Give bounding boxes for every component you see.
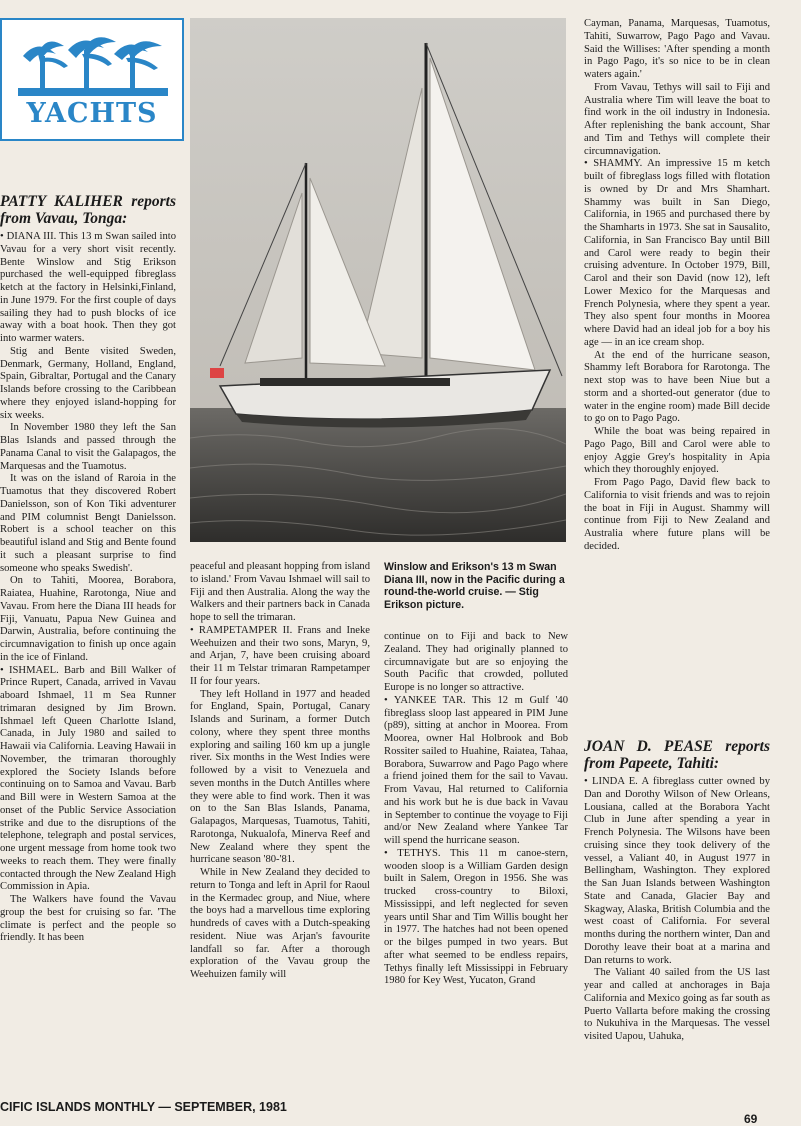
section-title: YACHTS [26, 98, 158, 129]
paragraph: They left Holland in 1977 and headed for England, Spain, Portugal, Canary Islands and Surinam, a former Dutch colony, where they spent three months exploring and sailing 160 km up a jungle river. Six months in the West Indies were followed by a visit to Venezuela and seven months in the Dutch Antilles where they were able to find work. Then it was on to the San Blas Islands, Panama, Galapagos, Marquesas, Tuamotus, Tahiti, Rarotonga, Nukualofa, Minerva Reef and New Zealand where they spent the hurricane season '80-'81. [190, 688, 370, 866]
paragraph: • RAMPETAMPER II. Frans and Ineke Weehuizen and their two sons, Maryn, 9, and Arjan, 7, have been cruising aboard their 11 m Telstar trimaran Rampetamper II for four years. [190, 624, 370, 687]
sailing-ketch-image [190, 18, 566, 542]
paragraph: In November 1980 they left the San Blas Islands and passed through the Panama Canal to visit the Galapagos, the Marquesas and the Tuamotus. [0, 422, 176, 472]
paragraph: It was on the island of Raroia in the Tuamotus that they discovered Robert Danielsson, son of Kon Tiki adventurer and PIM columnist Bengt Danielsson. Robert is a school teacher on this beautiful island and Stig and Bente found it such a pleasant surprise to find someone who speaks Swedish'. [0, 473, 176, 574]
column-4-lower [584, 738, 770, 1098]
paragraph: peaceful and pleasant hopping from island to island.' From Vavau Ishmael will sail to Fiji and then Australia. Along the way the Walkers and their partners back in Canada hope to sell the trimaran. [190, 561, 370, 623]
paragraph: From Vavau, Tethys will sail to Fiji and Australia where Tim will leave the boat to find work in the oil industry in Indonesia. After replenishing the bank account, Shar and Tim and Tethys will complete their circumnavigation. [584, 81, 770, 157]
magazine-footer: CIFIC ISLANDS MONTHLY — SEPTEMBER, 1981 [0, 1100, 287, 1114]
column-3 [384, 631, 568, 1096]
report-kicker-tahiti: JOAN D. PEASE reports from Papeete, Tahiti: [584, 738, 770, 772]
paragraph: The Valiant 40 sailed from the US last year and called at anchorages in Baja California and Mexico going as far south as Puerto Vallarta before making the crossing to Nukuhiva in the Marquesas. The vessel visited Uapou, Uahuka, [584, 967, 770, 1042]
paragraph: • DIANA III. This 13 m Swan sailed into Vavau for a very short visit recently. Bente Winslow and Stig Erikson purchased the well-equipped fibreglass ketch at the factory in Helsinki,Finland, in June 1979. For the first couple of days sailing they had to push blocks of ice away with a boat hook. Then they got into warmer waters. [0, 231, 176, 344]
column-2 [190, 561, 370, 1091]
paragraph: • LINDA E. A fibreglass cutter owned by Dan and Dorothy Wilson of New Orleans, Lousiana, called at the Borabora Yacht Club in June after spending a year in French Polynesia. The Wilsons have been cruising since they took delivery of the vessel, a Valiant 40, in August 1977 in Bellingham, Washington. They explored the San Juan Islands between Washington State and Canada, Glacier Bay and Skagway, Alaska, British Columbia and the west coast of California. For several months during the northern winter, Dan and Dorothy leave their boat at a marina and Dan returns to work. [584, 776, 770, 966]
page-number: 69 [744, 1112, 758, 1126]
paragraph: While the boat was being repaired in Pago Pago, Bill and Carol were able to enjoy Aggie Grey's hospitality in Apia which they thoroughly enjoyed. [584, 426, 770, 476]
report-kicker-tonga: PATTY KALIHER reports from Vavau, Tonga: [0, 193, 176, 227]
paragraph: • SHAMMY. An impressive 15 m ketch built of fibreglass logs filled with flotation is owned by Dr and Mrs Shamhart. Shammy was built in San Diego, California, in 1965 and purchased there by the Shamharts in 1973. She sat in Sausalito, California, in San Francisco Bay until Bill and Carol were ready to begin their cruising adventure. In October 1979, Bill, Carol and their son David (now 12), left Lower Mexico for the Marquesas and French Polynesia, where they spent a year. They also spent four months in Moorea where David had an ideal job for a boy his age — in an ice cream shop. [584, 158, 770, 348]
paragraph: • ISHMAEL. Barb and Bill Walker of Prince Rupert, Canada, arrived in Vavau aboard Ishmael, 11 m Sea Runner trimaran designed by Jim Brown. Ishmael left Queen Charlotte Island, Canada, in July 1980 and sailed to Hawaii via California. Leaving Hawaii in November, the trimaran thoroughly explored the Society Islands before continuing on to Samoa and Vavau. Barb and Bill were in Western Samoa at the onset of the Public Service Association strike and due to the disruptions of the telephone, telegraph and postal services, one urgent message from home took two weeks to reach them. They were finally contacted through the New Zealand High Commission in Apia. [0, 664, 176, 893]
paragraph: • YANKEE TAR. This 12 m Gulf '40 fibreglass sloop last appeared in PIM June (p89), sitting at anchor in Moorea. From Moorea, owner Hal Holbrook and Bob Rossiter sailed to Huahine, Raiatea, Tahaa, Borabora, Suwarrow and Pago Pago where a friend joined them for the sail to Vavau. From Vavau, Hal returned to California and his work but he is due back in Vavau in September to continue the voyage to Fiji and/or New Zealand where Yankee Tar will spend the hurricane season. [384, 694, 568, 846]
palm-trees-icon [18, 28, 168, 98]
yachts-section-logo [0, 18, 184, 141]
paragraph: From Pago Pago, David flew back to California to visit friends and was to rejoin the boat in Fiji in August. Shammy will continue from Fiji to New Zealand and Australia where future plans will be decided. [584, 477, 770, 552]
yacht-photo [190, 18, 566, 542]
paragraph: At the end of the hurricane season, Shammy left Borabora for Rarotonga. The next stop was to have been Niue but a storm and a shorted-out generator (due to water in the engine room) made Bill decide to go on to Pago Pago. [584, 349, 770, 425]
column-4 [584, 18, 770, 708]
paragraph: The Walkers have found the Vavau group the best for cruising so far. 'The climate is perfect and the people so friendly. It has been [0, 894, 176, 944]
column-1 [0, 193, 176, 1093]
paragraph: On to Tahiti, Moorea, Borabora, Raiatea, Huahine, Rarotonga, Niue and Vavau. From here the Diana III heads for Fiji, Vanuatu, Papua New Guinea and Darwin, Australia, before continuing the circumnavigation to finish up once again in the ice of Finland. [0, 575, 176, 663]
photo-caption: Winslow and Erikson's 13 m Swan Diana III, now in the Pacific during a round-the-world cruise. — Stig Erikson picture. [384, 561, 565, 611]
paragraph: While in New Zealand they decided to return to Tonga and left in April for Raoul in the Kermadec group, and Niue, where the boys had a marvellous time exploring hundreds of caves with a Dutch-speaking resident. Niue was Arjan's favourite landfall so far. After a thorough exploration of the Vavau group the Weehuizen family will [190, 867, 370, 980]
paragraph: Stig and Bente visited Sweden, Denmark, Germany, Holland, England, Spain, Gibraltar, Portugal and the Canary Islands before crossing to the Caribbean where they enjoyed island-hopping for six weeks. [0, 345, 176, 421]
paragraph: Cayman, Panama, Marquesas, Tuamotus, Tahiti, Suwarrow, Pago Pago and Vavau. Said the Willises: 'After spending a month in Pago Pago, it's so nice to be in clean waters again.' [584, 18, 770, 80]
paragraph: • TETHYS. This 11 m canoe-stern, wooden sloop is a William Garden design built in Salem, Oregon in 1956. She was trucked cross-country to Biloxi, Mississippi, and left neglected for seven years until Shar and Tim Willis bought her in 1977. The hatches had not been opened or the bilges pumped in two years. But after what seemed to be endless repairs, Tethys finally left Mississippi in February 1980 for Key West, Yucaton, Grand [384, 847, 568, 987]
paragraph: continue on to Fiji and back to New Zealand. They had originally planned to circumnavigate but are so enjoying the South Pacific that crowded, polluted Europe is no longer so attractive. [384, 631, 568, 693]
